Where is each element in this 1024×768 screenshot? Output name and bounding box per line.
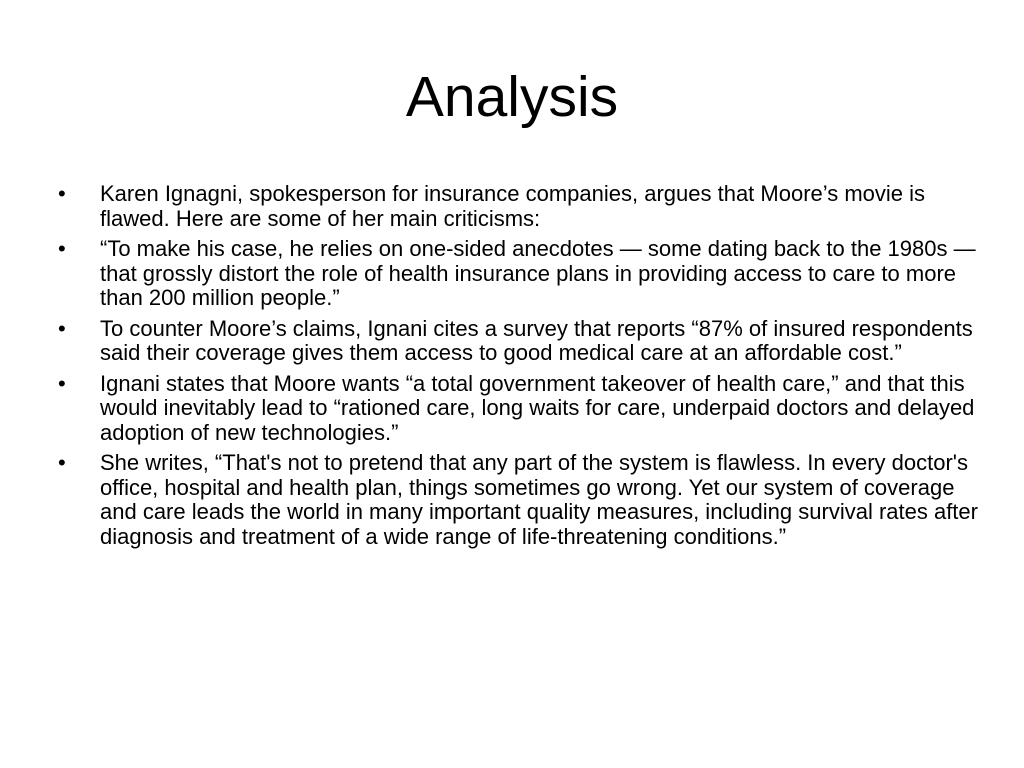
- list-item: [58, 451, 978, 549]
- bullet-icon: •: [58, 450, 66, 475]
- slide-title: Analysis: [405, 65, 619, 129]
- bullet-icon: •: [58, 236, 66, 261]
- bullet-text: To counter Moore’s claims, Ignani cites a survey that reports “87% of insured respondents said their coverage gives them access to good medical care at an affordable cost.”: [100, 315, 973, 365]
- list-item: [58, 182, 978, 231]
- list-item: [58, 317, 978, 366]
- bullet-list: [58, 182, 978, 555]
- bullet-icon: •: [58, 181, 66, 206]
- bullet-icon: •: [58, 370, 66, 396]
- bullet-text: Karen Ignagni, spokesperson for insurance companies, argues that Moore’s movie is flawed. Here are some of her main criticisms:: [100, 181, 926, 231]
- bullet-icon: •: [58, 315, 66, 341]
- bullet-text: “To make his case, he relies on one-sided anecdotes — some dating back to the 1980s — that grossly distort the role of health insurance plans in providing access to care to more than 200 million people.”: [100, 236, 976, 310]
- list-item: [58, 372, 978, 446]
- bullet-text: She writes, “That's not to pretend that any part of the system is flawless. In every doctor's office, hospital and health plan, things sometimes go wrong. Yet our system of coverage and care leads the world in many important quality measures, including survival rates after diagnosis and treatment of a wide range of life-threatening conditions.”: [100, 450, 978, 549]
- list-item: [58, 237, 978, 311]
- bullet-text: Ignani states that Moore wants “a total government takeover of health care,” and that this would inevitably lead to “rationed care, long waits for care, underpaid doctors and delayed adoption of new technologies.”: [100, 370, 975, 445]
